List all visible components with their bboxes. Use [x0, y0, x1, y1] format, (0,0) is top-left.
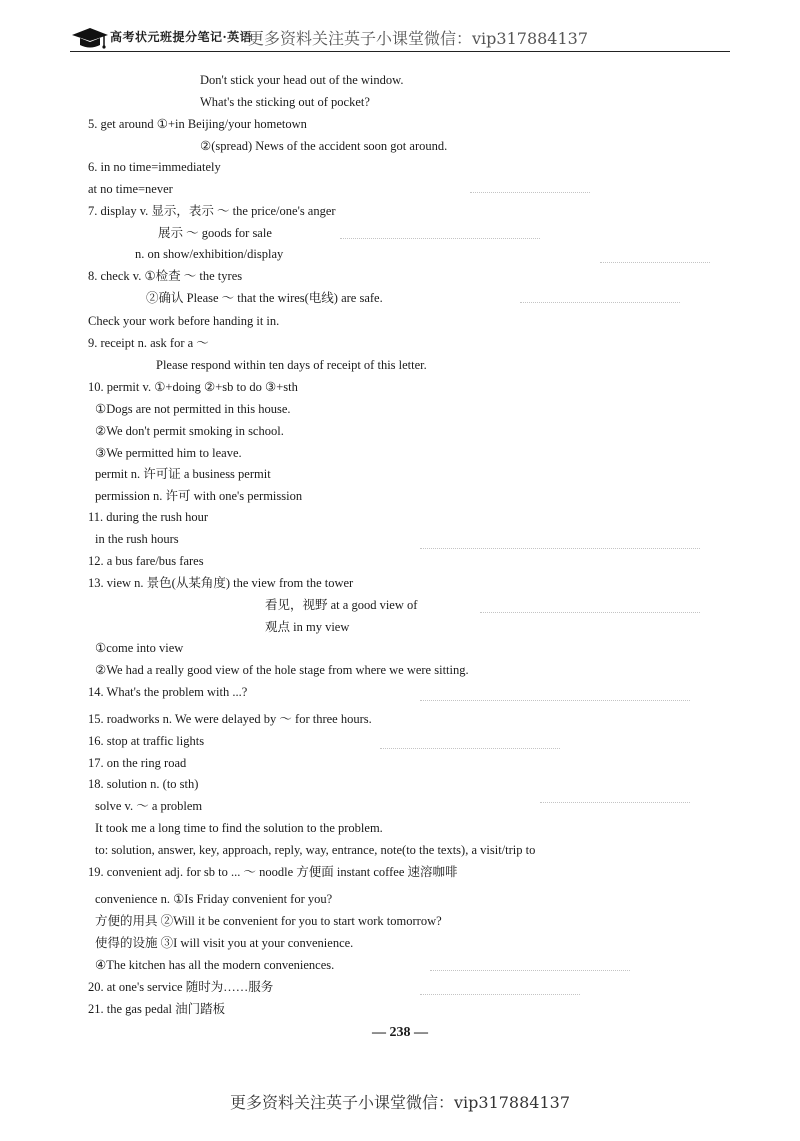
- note-line: ②We had a really good view of the hole stage from where we were sitting.: [95, 663, 469, 677]
- note-line: ①come into view: [95, 641, 184, 655]
- footer-wechat-watermark: 更多资料关注英子小课堂微信：vip317884137: [229, 1093, 571, 1112]
- note-line: solve v. ～ a problem: [95, 799, 203, 813]
- note-line: 8. check v. ①检查 ～ the tyres: [88, 269, 243, 283]
- note-line: at no time=never: [88, 182, 173, 196]
- page-header: [70, 24, 730, 52]
- note-line: 6. in no time=immediately: [88, 160, 221, 174]
- note-line: n. on show/exhibition/display: [135, 247, 284, 261]
- note-line: 10. permit v. ①+doing ②+sb to do ③+sth: [88, 380, 298, 394]
- note-line: ④The kitchen has all the modern conveniences.: [95, 958, 335, 972]
- note-line: 12. a bus fare/bus fares: [88, 554, 204, 568]
- note-line: to: solution, answer, key, approach, reply, way, entrance, note(to the texts), a visit/trip to: [95, 843, 536, 857]
- note-line: 展示 ～ goods for sale: [158, 226, 272, 240]
- note-line: ②(spread) News of the accident soon got around.: [200, 139, 448, 153]
- note-line: 7. display v. 显示，表示 ～ the price/one's anger: [88, 204, 336, 218]
- note-line: 方便的用具 ②Will it be convenient for you to start work tomorrow?: [95, 914, 442, 928]
- note-line: 9. receipt n. ask for a ～: [88, 336, 209, 350]
- note-line: 观点 in my view: [265, 620, 350, 634]
- note-line: 14. What's the problem with ...?: [88, 685, 248, 699]
- note-line: Don't stick your head out of the window.: [200, 73, 404, 87]
- page-number: — 238 —: [372, 1025, 428, 1040]
- graduation-cap-icon: [70, 26, 110, 50]
- note-line: 17. on the ring road: [88, 756, 187, 770]
- note-line: convenience n. ①Is Friday convenient for you?: [95, 892, 333, 906]
- note-line: 5. get around ①+in Beijing/your hometown: [88, 117, 307, 131]
- note-line: 20. at one's service 随时为……服务: [88, 980, 274, 994]
- note-line: permit n. 许可证 a business permit: [95, 467, 271, 481]
- note-line: 18. solution n. (to sth): [88, 777, 199, 791]
- note-line: permission n. 许可 with one's permission: [95, 489, 303, 503]
- note-line: 21. the gas pedal 油门踏板: [88, 1002, 226, 1016]
- note-line: 19. convenient adj. for sb to ... ～ noodle 方便面 instant coffee 速溶咖啡: [88, 865, 458, 879]
- note-line: in the rush hours: [95, 532, 179, 546]
- note-line: What's the sticking out of pocket?: [200, 95, 370, 109]
- header-wechat-watermark: 更多资料关注英子小课堂微信：vip317884137: [248, 29, 589, 48]
- note-line: ③We permitted him to leave.: [95, 446, 242, 460]
- note-line: ②We don't permit smoking in school.: [95, 424, 284, 438]
- note-line: ①Dogs are not permitted in this house.: [95, 402, 291, 416]
- note-line: 15. roadworks n. We were delayed by ～ for three hours.: [88, 712, 372, 726]
- note-line: 11. during the rush hour: [88, 510, 209, 524]
- note-line: 看见，视野 at a good view of: [265, 598, 418, 612]
- note-line: 16. stop at traffic lights: [88, 734, 205, 748]
- note-line: 使得的设施 ③I will visit you at your convenience.: [95, 936, 354, 950]
- note-line: Please respond within ten days of receipt of this letter.: [156, 358, 427, 372]
- note-line: It took me a long time to find the solution to the problem.: [95, 821, 383, 835]
- note-line: 13. view n. 景色(从某角度) the view from the tower: [88, 576, 354, 590]
- note-line: Check your work before handing it in.: [88, 314, 280, 328]
- note-line: ②确认 Please ～ that the wires(电线) are safe.: [146, 291, 383, 305]
- header-title: 高考状元班提分笔记·英语: [110, 30, 253, 44]
- header-divider: [70, 51, 730, 52]
